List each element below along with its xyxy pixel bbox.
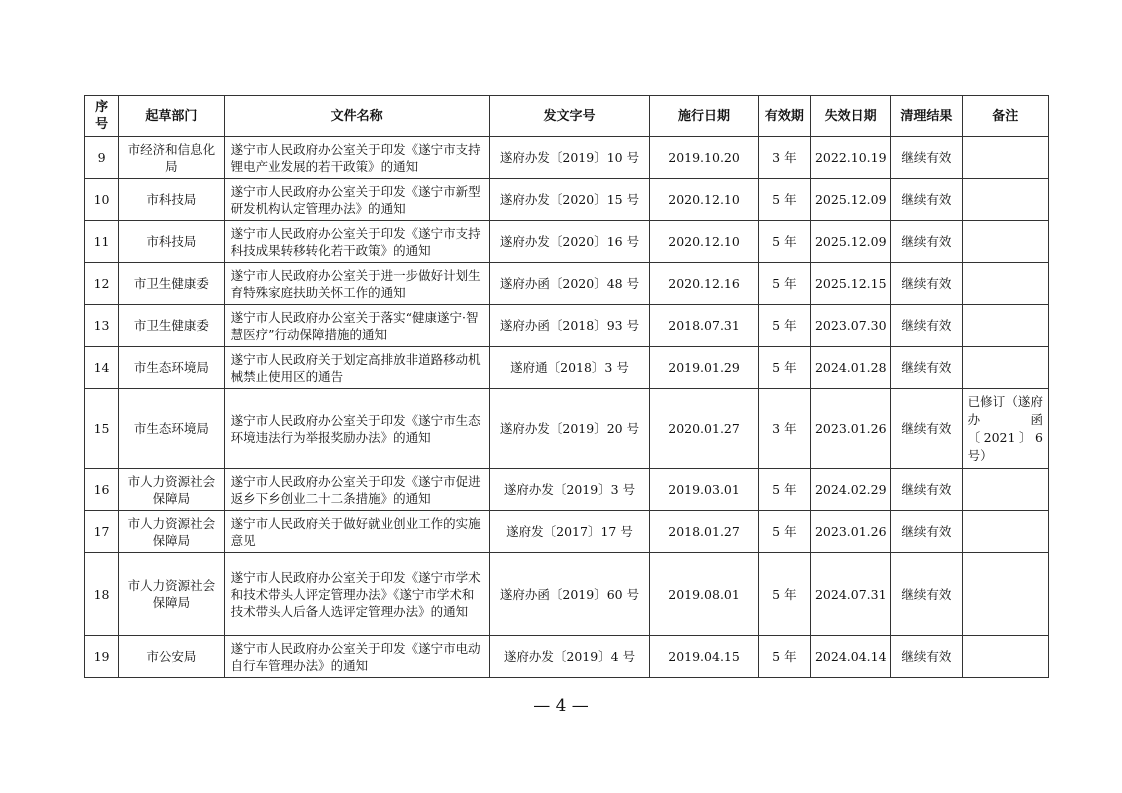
table-row bbox=[85, 636, 1049, 678]
cell-department: 市经济和信息化局 bbox=[119, 137, 224, 179]
cell-expiry-date: 2025.12.09 bbox=[810, 179, 890, 221]
cell-name: 遂宁市人民政府办公室关于印发《遂宁市学术和技术带头人评定管理办法》《遂宁市学术和技术带头人后备人选评定管理办法》的通知 bbox=[224, 553, 489, 636]
cell-department: 市公安局 bbox=[119, 636, 224, 678]
cell-name: 遂宁市人民政府办公室关于印发《遂宁市促进返乡下乡创业二十二条措施》的通知 bbox=[224, 469, 489, 511]
cell-start-date: 2019.04.15 bbox=[650, 636, 758, 678]
cell-doc-number: 遂府发〔2017〕17 号 bbox=[489, 511, 650, 553]
cell-validity: 3 年 bbox=[758, 389, 810, 469]
cell-result: 继续有效 bbox=[891, 263, 962, 305]
cell-department: 市生态环境局 bbox=[119, 347, 224, 389]
cell-index: 14 bbox=[85, 347, 119, 389]
cell-name: 遂宁市人民政府办公室关于印发《遂宁市生态环境违法行为举报奖励办法》的通知 bbox=[224, 389, 489, 469]
cell-name: 遂宁市人民政府办公室关于落实“健康遂宁·智慧医疗”行动保障措施的通知 bbox=[224, 305, 489, 347]
cell-expiry-date: 2024.07.31 bbox=[810, 553, 890, 636]
table-row bbox=[85, 553, 1049, 636]
cell-index: 12 bbox=[85, 263, 119, 305]
cell-validity: 5 年 bbox=[758, 179, 810, 221]
cell-note bbox=[962, 179, 1048, 221]
cell-expiry-date: 2023.01.26 bbox=[810, 389, 890, 469]
cell-expiry-date: 2024.02.29 bbox=[810, 469, 890, 511]
cell-note bbox=[962, 636, 1048, 678]
cell-result: 继续有效 bbox=[891, 553, 962, 636]
cell-expiry-date: 2023.01.26 bbox=[810, 511, 890, 553]
cell-department: 市人力资源社会保障局 bbox=[119, 469, 224, 511]
cell-doc-number: 遂府办发〔2020〕16 号 bbox=[489, 221, 650, 263]
cell-doc-number: 遂府办发〔2019〕4 号 bbox=[489, 636, 650, 678]
cell-validity: 5 年 bbox=[758, 636, 810, 678]
cell-validity: 5 年 bbox=[758, 511, 810, 553]
cell-doc-number: 遂府通〔2018〕3 号 bbox=[489, 347, 650, 389]
cell-note bbox=[962, 137, 1048, 179]
page-number: — 4 — bbox=[533, 696, 589, 716]
cell-validity: 5 年 bbox=[758, 347, 810, 389]
table-row bbox=[85, 221, 1049, 263]
cell-expiry-date: 2024.04.14 bbox=[810, 636, 890, 678]
cell-expiry-date: 2023.07.30 bbox=[810, 305, 890, 347]
cell-note bbox=[962, 347, 1048, 389]
table-header-row bbox=[85, 96, 1049, 137]
cell-note bbox=[962, 263, 1048, 305]
cell-start-date: 2019.10.20 bbox=[650, 137, 758, 179]
cell-expiry-date: 2024.01.28 bbox=[810, 347, 890, 389]
cell-name: 遂宁市人民政府办公室关于印发《遂宁市电动自行车管理办法》的通知 bbox=[224, 636, 489, 678]
cell-result: 继续有效 bbox=[891, 221, 962, 263]
cell-doc-number: 遂府办发〔2020〕15 号 bbox=[489, 179, 650, 221]
cell-name: 遂宁市人民政府办公室关于印发《遂宁市新型研发机构认定管理办法》的通知 bbox=[224, 179, 489, 221]
cell-name: 遂宁市人民政府办公室关于进一步做好计划生育特殊家庭扶助关怀工作的通知 bbox=[224, 263, 489, 305]
cell-validity: 3 年 bbox=[758, 137, 810, 179]
cell-name: 遂宁市人民政府关于划定高排放非道路移动机械禁止使用区的通告 bbox=[224, 347, 489, 389]
table-row bbox=[85, 389, 1049, 469]
cell-validity: 5 年 bbox=[758, 553, 810, 636]
header-department: 起草部门 bbox=[119, 96, 224, 137]
cell-validity: 5 年 bbox=[758, 221, 810, 263]
cell-start-date: 2020.12.16 bbox=[650, 263, 758, 305]
cell-note bbox=[962, 305, 1048, 347]
table-row bbox=[85, 511, 1049, 553]
regulation-cleanup-table bbox=[84, 95, 1049, 678]
table-row bbox=[85, 347, 1049, 389]
cell-name: 遂宁市人民政府关于做好就业创业工作的实施意见 bbox=[224, 511, 489, 553]
cell-department: 市生态环境局 bbox=[119, 389, 224, 469]
header-result: 清理结果 bbox=[891, 96, 962, 137]
cell-index: 17 bbox=[85, 511, 119, 553]
cell-department: 市卫生健康委 bbox=[119, 305, 224, 347]
cell-start-date: 2018.07.31 bbox=[650, 305, 758, 347]
cell-index: 10 bbox=[85, 179, 119, 221]
cell-result: 继续有效 bbox=[891, 511, 962, 553]
header-start-date: 施行日期 bbox=[650, 96, 758, 137]
cell-start-date: 2020.12.10 bbox=[650, 221, 758, 263]
cell-doc-number: 遂府办发〔2019〕20 号 bbox=[489, 389, 650, 469]
cell-note: 已修订（遂府办函〔2021〕6 号） bbox=[962, 389, 1048, 469]
cell-name: 遂宁市人民政府办公室关于印发《遂宁市支持锂电产业发展的若干政策》的通知 bbox=[224, 137, 489, 179]
cell-doc-number: 遂府办发〔2019〕3 号 bbox=[489, 469, 650, 511]
cell-index: 18 bbox=[85, 553, 119, 636]
cell-validity: 5 年 bbox=[758, 263, 810, 305]
cell-result: 继续有效 bbox=[891, 305, 962, 347]
table-row bbox=[85, 179, 1049, 221]
header-doc-number: 发文字号 bbox=[489, 96, 650, 137]
table-row bbox=[85, 137, 1049, 179]
cell-start-date: 2020.01.27 bbox=[650, 389, 758, 469]
cell-validity: 5 年 bbox=[758, 469, 810, 511]
header-index: 序号 bbox=[85, 96, 119, 137]
header-expiry-date: 失效日期 bbox=[810, 96, 890, 137]
cell-department: 市科技局 bbox=[119, 179, 224, 221]
cell-note bbox=[962, 469, 1048, 511]
cell-expiry-date: 2022.10.19 bbox=[810, 137, 890, 179]
cell-index: 16 bbox=[85, 469, 119, 511]
cell-index: 9 bbox=[85, 137, 119, 179]
cell-name: 遂宁市人民政府办公室关于印发《遂宁市支持科技成果转移转化若干政策》的通知 bbox=[224, 221, 489, 263]
header-validity: 有效期 bbox=[758, 96, 810, 137]
cell-expiry-date: 2025.12.15 bbox=[810, 263, 890, 305]
cell-start-date: 2019.08.01 bbox=[650, 553, 758, 636]
cell-doc-number: 遂府办发〔2019〕10 号 bbox=[489, 137, 650, 179]
cell-result: 继续有效 bbox=[891, 389, 962, 469]
cell-department: 市人力资源社会保障局 bbox=[119, 511, 224, 553]
cell-department: 市人力资源社会保障局 bbox=[119, 553, 224, 636]
header-name: 文件名称 bbox=[224, 96, 489, 137]
cell-doc-number: 遂府办函〔2019〕60 号 bbox=[489, 553, 650, 636]
header-note: 备注 bbox=[962, 96, 1048, 137]
cell-result: 继续有效 bbox=[891, 636, 962, 678]
cell-result: 继续有效 bbox=[891, 347, 962, 389]
cell-result: 继续有效 bbox=[891, 137, 962, 179]
cell-department: 市科技局 bbox=[119, 221, 224, 263]
table-row bbox=[85, 263, 1049, 305]
cell-doc-number: 遂府办函〔2020〕48 号 bbox=[489, 263, 650, 305]
cell-start-date: 2020.12.10 bbox=[650, 179, 758, 221]
cell-doc-number: 遂府办函〔2018〕93 号 bbox=[489, 305, 650, 347]
table-row bbox=[85, 469, 1049, 511]
table-row bbox=[85, 305, 1049, 347]
cell-note bbox=[962, 511, 1048, 553]
cell-result: 继续有效 bbox=[891, 179, 962, 221]
cell-start-date: 2019.01.29 bbox=[650, 347, 758, 389]
cell-department: 市卫生健康委 bbox=[119, 263, 224, 305]
cell-expiry-date: 2025.12.09 bbox=[810, 221, 890, 263]
cell-index: 11 bbox=[85, 221, 119, 263]
cell-result: 继续有效 bbox=[891, 469, 962, 511]
cell-start-date: 2018.01.27 bbox=[650, 511, 758, 553]
cell-validity: 5 年 bbox=[758, 305, 810, 347]
cell-note bbox=[962, 221, 1048, 263]
cell-index: 13 bbox=[85, 305, 119, 347]
cell-start-date: 2019.03.01 bbox=[650, 469, 758, 511]
cell-index: 19 bbox=[85, 636, 119, 678]
cell-index: 15 bbox=[85, 389, 119, 469]
cell-note bbox=[962, 553, 1048, 636]
